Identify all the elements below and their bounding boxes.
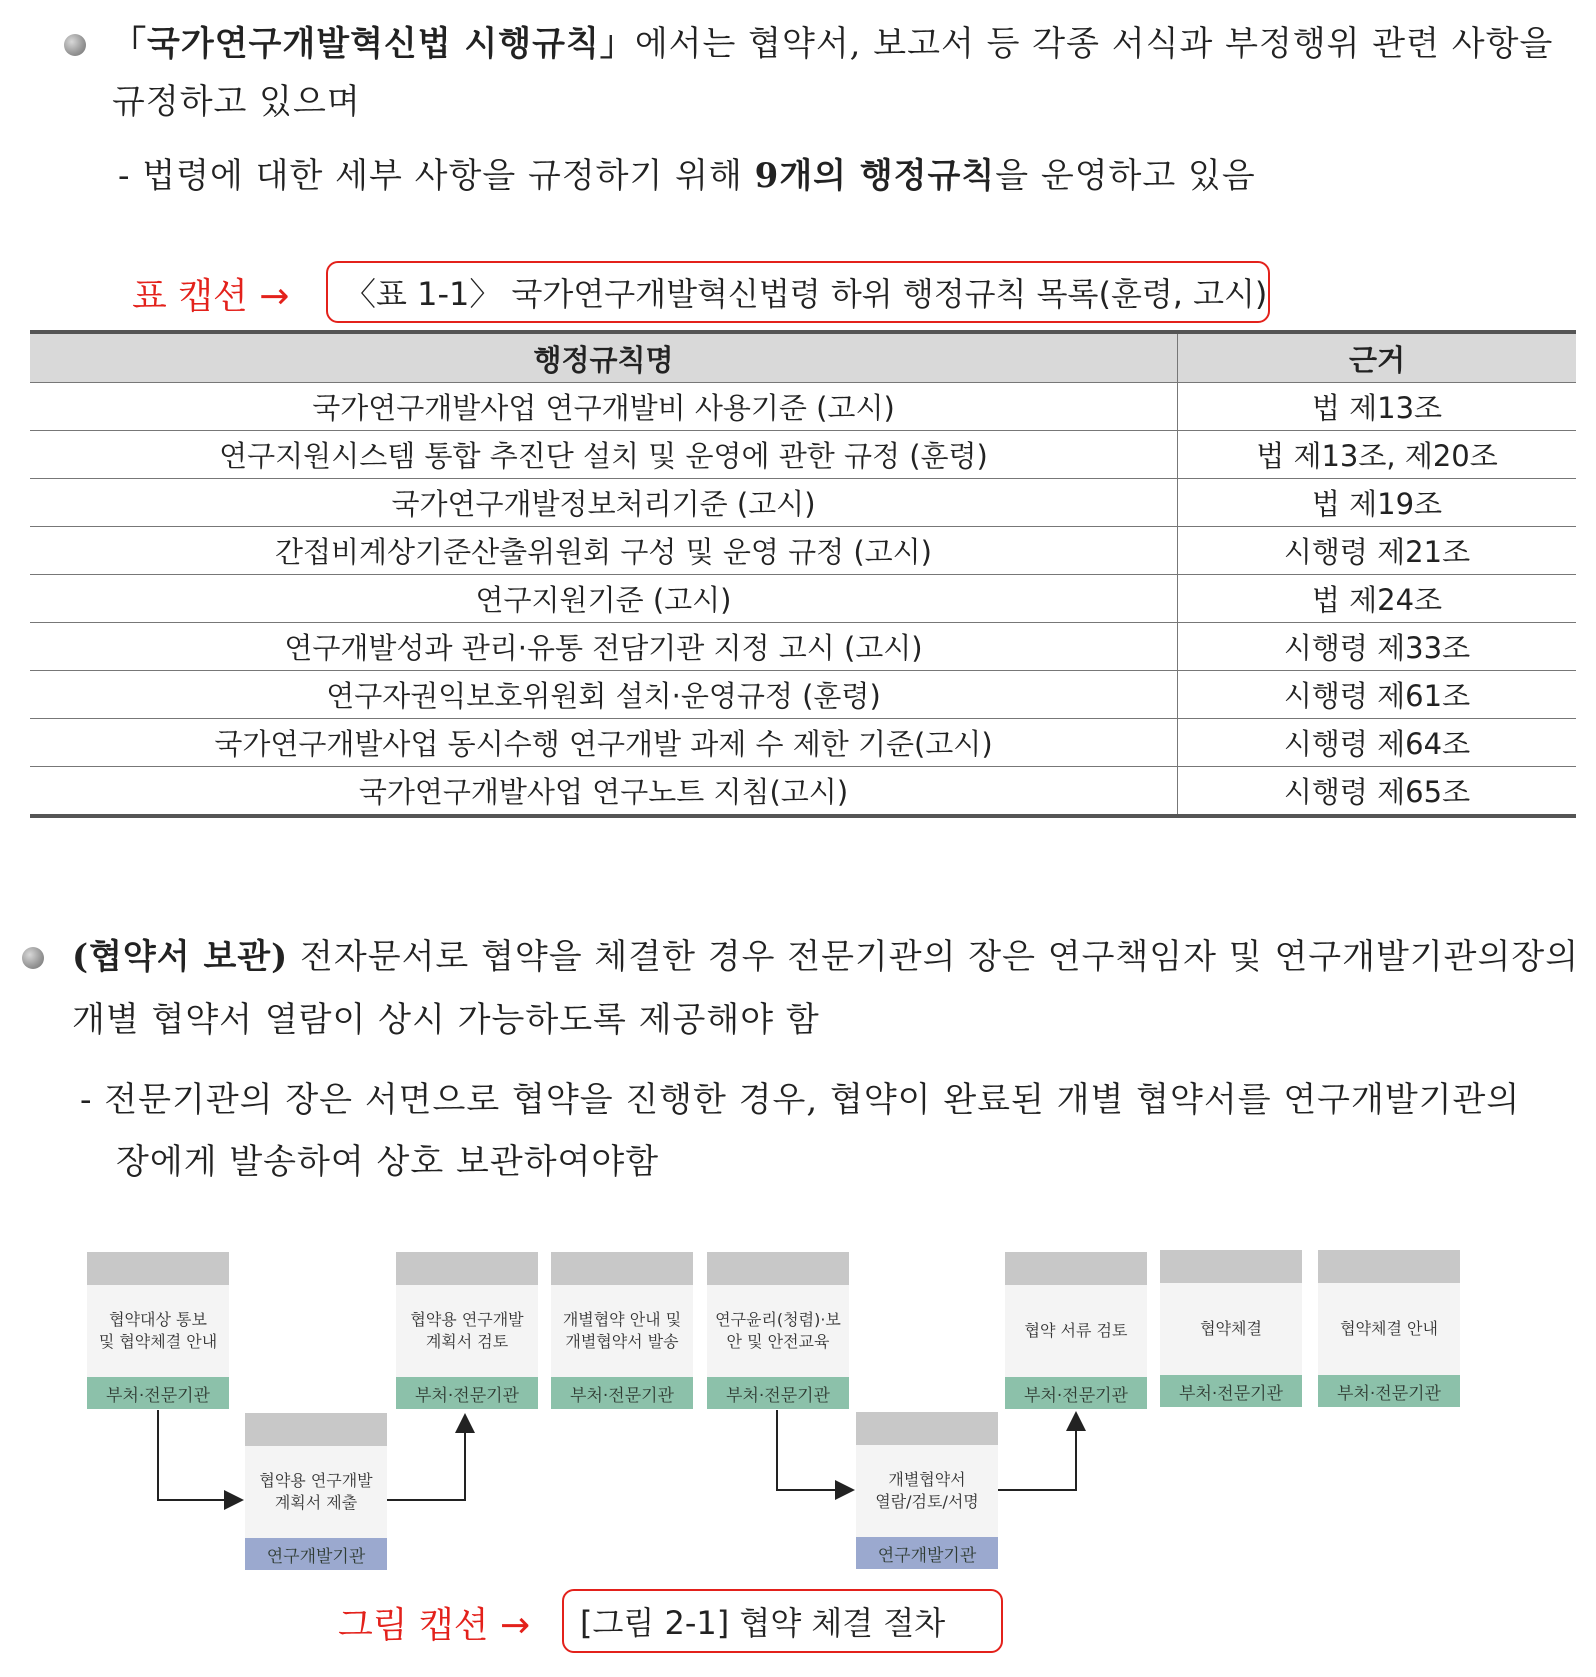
table-caption: 〈표 1-1〉 국가연구개발혁신법령 하위 행정규칙 목록(훈령, 고시) <box>326 261 1270 323</box>
rule-basis-cell: 법 제13조 <box>1178 383 1577 431</box>
flow-step-actor: 부처·전문기관 <box>1005 1377 1147 1409</box>
figure-caption-label: 그림 캡션 → <box>338 1605 531 1646</box>
section1-line2: 규정하고 있으며 <box>112 82 361 122</box>
section1-text: 에서는 협약서, 보고서 등 각종 서식과 부정행위 관련 사항을 <box>634 24 1554 64</box>
section2-sub-line1: - 전문기관의 장은 서면으로 협약을 진행한 경우, 협약이 완료된 개별 협약서를 연구개발기관의 <box>80 1080 1521 1120</box>
section1-sub-suffix: 을 운영하고 있음 <box>995 156 1256 196</box>
flow-step <box>551 1252 693 1409</box>
flow-step-text: 협약용 연구개발 계획서 검토 <box>410 1310 524 1351</box>
rule-basis-cell: 시행령 제61조 <box>1178 671 1577 719</box>
flow-step-text: 개별협약서 열람/검토/서명 <box>875 1470 979 1511</box>
figure-caption: [그림 2-1] 협약 체결 절차 <box>562 1589 1003 1653</box>
flow-step-actor: 연구개발기관 <box>245 1538 387 1570</box>
section2-line2: 개별 협약서 열람이 상시 가능하도록 제공해야 함 <box>72 1000 820 1040</box>
rule-name-cell: 연구개발성과 관리·유통 전담기관 지정 고시 (고시) <box>30 623 1178 671</box>
rule-basis-cell: 법 제24조 <box>1178 575 1577 623</box>
flow-step <box>396 1252 538 1409</box>
flow-step-text: 협약 서류 검토 <box>1024 1321 1128 1340</box>
flow-step <box>87 1252 229 1409</box>
flow-step-actor: 부처·전문기관 <box>1318 1375 1460 1407</box>
flow-step-actor: 부처·전문기관 <box>1160 1375 1302 1407</box>
rule-basis-cell: 시행령 제65조 <box>1178 767 1577 817</box>
flow-step-actor: 부처·전문기관 <box>87 1377 229 1409</box>
flow-step-actor: 부처·전문기관 <box>707 1377 849 1409</box>
flow-step <box>707 1252 849 1409</box>
section1-bold: 「국가연구개발혁신법 시행규칙」 <box>112 24 635 64</box>
rule-name-cell: 국가연구개발사업 연구노트 지침(고시) <box>30 767 1178 817</box>
section2-bold: (협약서 보관) <box>72 937 289 977</box>
rule-name-cell: 연구지원기준 (고시) <box>30 575 1178 623</box>
column-header-name: 행정규칙명 <box>30 332 1178 383</box>
flow-step <box>1318 1250 1460 1407</box>
rule-name-cell: 연구지원시스템 통합 추진단 설치 및 운영에 관한 규정 (훈령) <box>30 431 1178 479</box>
flow-step-text: 협약용 연구개발 계획서 제출 <box>259 1471 373 1512</box>
rule-name-cell: 연구자권익보호위원회 설치·운영규정 (훈령) <box>30 671 1178 719</box>
rule-basis-cell: 시행령 제21조 <box>1178 527 1577 575</box>
flow-step-text: 협약체결 안내 <box>1340 1319 1438 1338</box>
section1-sub-prefix: - 법령에 대한 세부 사항을 규정하기 위해 <box>118 156 755 196</box>
rule-basis-cell: 법 제19조 <box>1178 479 1577 527</box>
flow-step-text: 협약대상 통보 및 협약체결 안내 <box>98 1310 218 1351</box>
rule-name-cell: 국가연구개발사업 연구개발비 사용기준 (고시) <box>30 383 1178 431</box>
flow-step-text: 연구윤리(청렴)·보 안 및 안전교육 <box>715 1310 841 1351</box>
flow-step <box>245 1413 387 1570</box>
column-header-basis: 근거 <box>1178 332 1577 383</box>
section2-text: 전자문서로 협약을 체결한 경우 전문기관의 장은 연구책임자 및 연구개발기관의장의 <box>288 937 1580 977</box>
rule-basis-cell: 시행령 제64조 <box>1178 719 1577 767</box>
flow-step-text: 협약체결 <box>1200 1319 1262 1338</box>
rule-basis-cell: 법 제13조, 제20조 <box>1178 431 1577 479</box>
flow-step <box>1005 1252 1147 1409</box>
flow-step-actor: 연구개발기관 <box>856 1537 998 1569</box>
flow-step-actor: 부처·전문기관 <box>551 1377 693 1409</box>
rule-name-cell: 국가연구개발정보처리기준 (고시) <box>30 479 1178 527</box>
rule-name-cell: 국가연구개발사업 동시수행 연구개발 과제 수 제한 기준(고시) <box>30 719 1178 767</box>
table-caption-label: 표 캡션 → <box>132 276 290 317</box>
flow-step <box>856 1412 998 1569</box>
flow-step-actor: 부처·전문기관 <box>396 1377 538 1409</box>
rule-basis-cell: 시행령 제33조 <box>1178 623 1577 671</box>
flow-step-text: 개별협약 안내 및 개별협약서 발송 <box>562 1310 682 1351</box>
flow-step <box>1160 1250 1302 1407</box>
section2-sub-line2: 장에게 발송하여 상호 보관하여야함 <box>116 1142 660 1182</box>
rule-name-cell: 간접비계상기준산출위원회 구성 및 운영 규정 (고시) <box>30 527 1178 575</box>
section1-sub-bold: 9개의 행정규칙 <box>754 156 996 196</box>
